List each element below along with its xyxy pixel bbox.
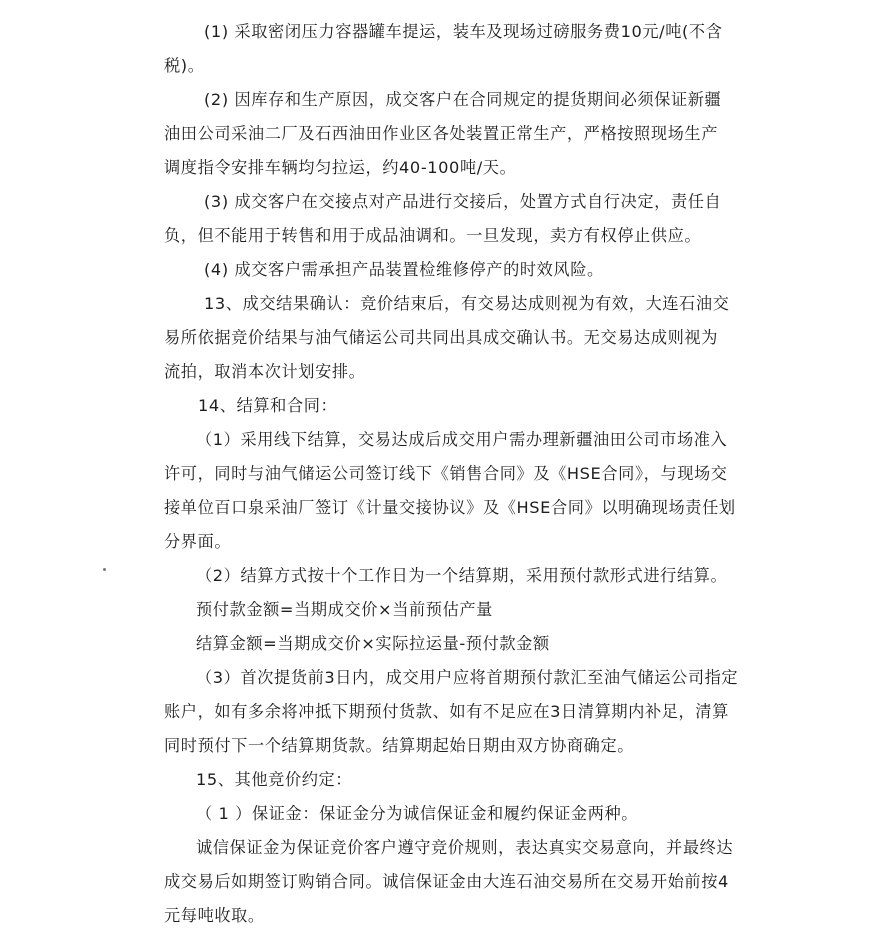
- text-line: 流拍，取消本次计划安排。: [164, 362, 366, 381]
- text-line: 15、其他竞价约定：: [196, 770, 353, 789]
- text-line: 油田公司采油二厂及石西油田作业区各处装置正常生产，严格按照现场生产: [164, 124, 718, 143]
- text-line: 13、成交结果确认：竞价结束后，有交易达成则视为有效，大连石油交: [204, 294, 730, 313]
- text-line: 接单位百口泉采油厂签订《计量交接协议》及《HSE合同》以明确现场责任划: [164, 498, 736, 517]
- text-line: （1）采用线下结算，交易达成后成交用户需办理新疆油田公司市场准入: [196, 430, 728, 449]
- text-line: 同时预付下一个结算期货款。结算期起始日期由双方协商确定。: [164, 736, 635, 755]
- text-line: 账户，如有多余将冲抵下期预付货款、如有不足应在3日清算期内补足，清算: [164, 702, 729, 721]
- text-line: 易所依据竞价结果与油气储运公司共同出具成交确认书。无交易达成则视为: [164, 328, 718, 347]
- scan-speck: [103, 568, 106, 571]
- text-line: 诚信保证金为保证竞价客户遵守竞价规则，表达真实交易意向，并最终达: [196, 838, 734, 857]
- text-line: （2）结算方式按十个工作日为一个结算期，采用预付款形式进行结算。: [196, 566, 728, 585]
- text-line: 分界面。: [164, 532, 232, 551]
- text-line: (1) 采取密闭压力容器罐车提运，装车及现场过磅服务费10元/吨(不含: [204, 22, 723, 41]
- text-line: 预付款金额=当期成交价×当前预估产量: [196, 600, 493, 619]
- text-line: 成交易后如期签订购销合同。诚信保证金由大连石油交易所在交易开始前按4: [164, 872, 729, 891]
- text-line: （ 1 ）保证金：保证金分为诚信保证金和履约保证金两种。: [196, 804, 639, 823]
- text-line: 14、结算和合同：: [198, 396, 338, 415]
- text-line: 调度指令安排车辆均匀拉运，约40-100吨/天。: [164, 158, 517, 177]
- text-line: （3）首次提货前3日内，成交用户应将首期预付款汇至油气储运公司指定: [196, 668, 739, 687]
- text-line: (2) 因库存和生产原因，成交客户在合同规定的提货期间必须保证新疆: [204, 90, 722, 109]
- text-line: 许可，同时与油气储运公司签订线下《销售合同》及《HSE合同》，与现场交: [164, 464, 728, 483]
- text-line: (4) 成交客户需承担产品装置检维修停产的时效风险。: [204, 260, 604, 279]
- text-line: 税)。: [164, 56, 205, 75]
- text-line: (3) 成交客户在交接点对产品进行交接后，处置方式自行决定，责任自: [204, 192, 722, 211]
- text-line: 结算金额=当期成交价×实际拉运量-预付款金额: [196, 634, 550, 653]
- text-line: 元每吨收取。: [164, 906, 265, 925]
- text-line: 负，但不能用于转售和用于成品油调和。一旦发现，卖方有权停止供应。: [164, 226, 702, 245]
